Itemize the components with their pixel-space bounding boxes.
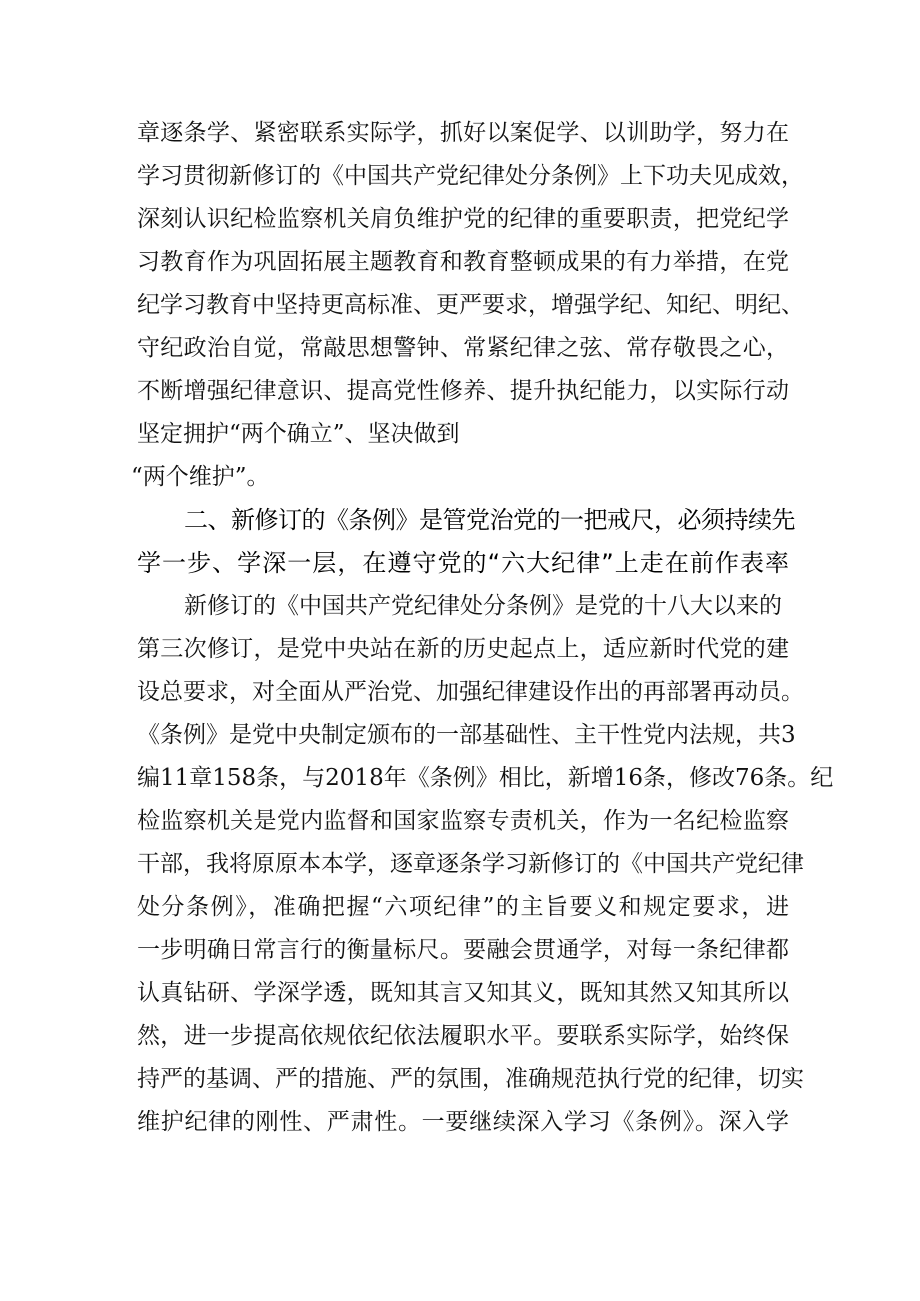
text-line: 编11章158条，与2018年《条例》相比，新增16条，修改76条。纪 bbox=[137, 765, 834, 791]
heading-line: 二、新修订的《条例》是管党治党的一把戒尺，必须持续先 bbox=[184, 506, 795, 534]
text-line: 处分条例》，准确把握“六项纪律”的主旨要义和规定要求，进 bbox=[137, 894, 789, 920]
text-line: 一步明确日常言行的衡量标尺。要融会贯通学，对每一条纪律都 bbox=[137, 937, 789, 963]
heading-line: 学一步、学深一层，在遵守党的“六大纪律”上走在前作表率 bbox=[137, 549, 789, 577]
text-line: 干部，我将原原本本学，逐章逐条学习新修订的《中国共产党纪律 bbox=[137, 851, 804, 877]
text-line: 然，进一步提高依规依纪依法履职水平。要联系实际学，始终保 bbox=[137, 1023, 789, 1049]
text-line: 坚定拥护“两个确立”、坚决做到 bbox=[137, 421, 460, 447]
text-line: 认真钻研、学深学透，既知其言又知其义，既知其然又知其所以 bbox=[137, 980, 789, 1006]
text-line: 守纪政治自觉，常敲思想警钟、常紧纪律之弦、常存敬畏之心， bbox=[137, 335, 789, 361]
text-line: 章逐条学、紧密联系实际学，抓好以案促学、以训助学，努力在 bbox=[137, 120, 789, 146]
text-line: “两个维护”。 bbox=[131, 464, 270, 490]
text-line: 维护纪律的刚性、严肃性。一要继续深入学习《条例》。深入学 bbox=[137, 1109, 789, 1135]
text-line: 学习贯彻新修订的《中国共产党纪律处分条例》上下功夫见成效， bbox=[137, 163, 804, 189]
text-line: 《条例》是党中央制定颁布的一部基础性、主干性党内法规，共3 bbox=[137, 722, 796, 748]
text-line: 持严的基调、严的措施、严的氛围，准确规范执行党的纪律，切实 bbox=[137, 1066, 804, 1092]
text-line: 新修订的《中国共产党纪律处分条例》是党的十八大以来的 bbox=[184, 593, 782, 619]
text-line: 纪学习教育中坚持更高标准、更严要求，增强学纪、知纪、明纪、 bbox=[137, 292, 804, 318]
text-line: 不断增强纪律意识、提高党性修养、提升执纪能力，以实际行动 bbox=[137, 378, 789, 404]
text-line: 深刻认识纪检监察机关肩负维护党的纪律的重要职责，把党纪学 bbox=[137, 206, 789, 232]
text-line: 第三次修订，是党中央站在新的历史起点上，适应新时代党的建 bbox=[137, 636, 789, 662]
text-line: 习教育作为巩固拓展主题教育和教育整顿成果的有力举措，在党 bbox=[137, 249, 789, 275]
text-line: 检监察机关是党内监督和国家监察专责机关，作为一名纪检监察 bbox=[137, 808, 789, 834]
text-line: 设总要求，对全面从严治党、加强纪律建设作出的再部署再动员。 bbox=[137, 679, 804, 705]
